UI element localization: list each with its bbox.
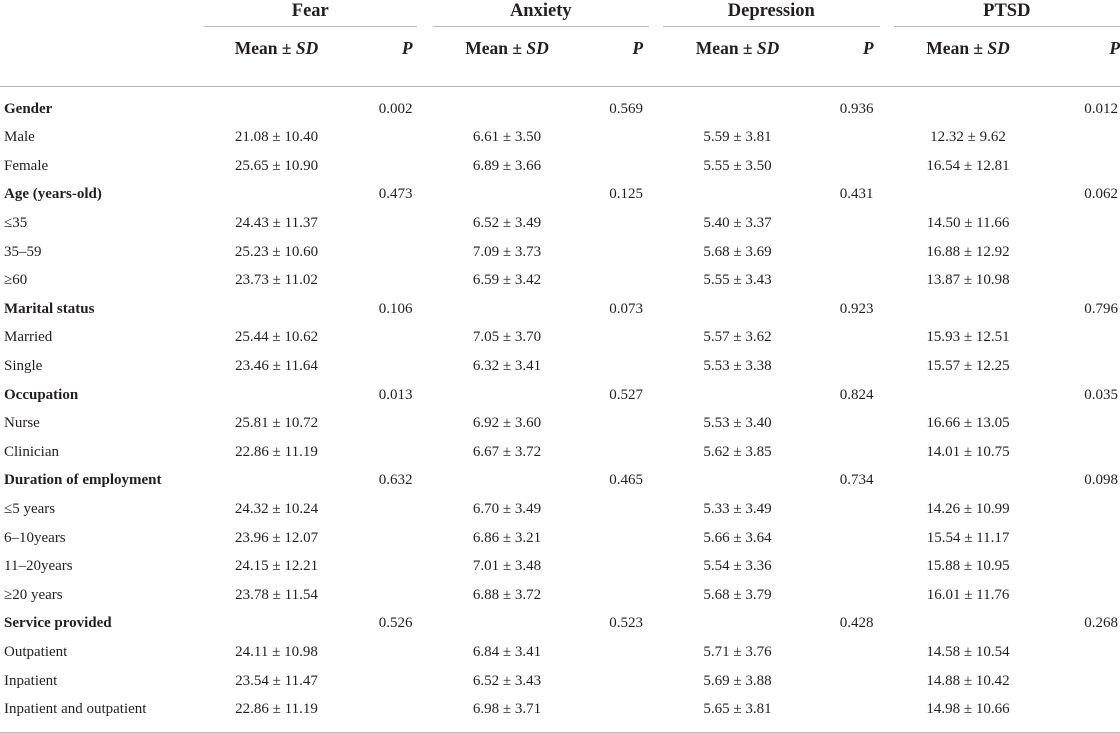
mean-sd-cell: 23.73 ± 11.02: [235, 272, 318, 289]
mean-sd-cell: 6.98 ± 3.71: [472, 701, 542, 718]
mean-sd-cell: 15.54 ± 11.17: [926, 529, 1010, 546]
mean-sd-cell: [659, 295, 816, 324]
p-value-cell: [1047, 352, 1120, 381]
mean-sd-cell: [659, 381, 816, 410]
p-value-cell: [1047, 495, 1120, 524]
table-row: [0, 667, 1120, 696]
mean-sd-cell: 5.65 ± 3.81: [703, 701, 772, 718]
table-row: [0, 152, 1120, 181]
row-label: 6–10years: [4, 529, 66, 546]
mean-sd-cell: 5.53 ± 3.38: [703, 358, 772, 375]
p-value-cell: [586, 581, 660, 610]
mean-sd-cell: [198, 87, 355, 124]
mean-sd-header: Mean ± SD: [695, 38, 780, 58]
mean-sd-cell: [429, 181, 586, 210]
mean-sd-cell: 5.62 ± 3.85: [703, 443, 772, 460]
mean-sd-cell: [198, 467, 355, 496]
p-value-cell: [816, 124, 890, 153]
p-value-cell: 0.035: [1084, 386, 1119, 403]
group-header-label: Depression: [663, 1, 880, 27]
p-value-cell: [816, 152, 890, 181]
p-header: P: [401, 38, 413, 58]
mean-sd-cell: 25.81 ± 10.72: [234, 415, 319, 432]
p-value-cell: [816, 638, 890, 667]
p-value-cell: 0.012: [1084, 100, 1119, 117]
p-value-cell: [816, 324, 890, 353]
table-row: [0, 695, 1120, 732]
group-label: Marital status: [4, 300, 95, 317]
mean-sd-cell: 21.08 ± 10.40: [234, 129, 319, 146]
mean-sd-cell: 6.61 ± 3.50: [472, 129, 542, 146]
table-row: [0, 638, 1120, 667]
table-row: [0, 324, 1120, 353]
p-value-cell: 0.734: [839, 472, 874, 489]
row-label: Married: [4, 329, 53, 346]
p-value-cell: 0.062: [1084, 186, 1119, 203]
mean-sd-cell: 14.88 ± 10.42: [926, 672, 1010, 689]
mean-sd-cell: [198, 181, 355, 210]
p-value-cell: [355, 352, 429, 381]
p-value-cell: [355, 581, 429, 610]
p-value-cell: [1047, 638, 1120, 667]
mean-sd-cell: [890, 610, 1047, 639]
p-value-cell: 0.473: [378, 186, 413, 203]
p-value-cell: 0.527: [609, 386, 644, 403]
group-label: Duration of employment: [4, 472, 162, 489]
group-header-depression: [659, 0, 890, 29]
mean-sd-cell: [659, 610, 816, 639]
p-value-cell: [816, 352, 890, 381]
p-value-cell: 0.632: [378, 472, 413, 489]
row-label: Inpatient: [4, 672, 58, 689]
p-value-cell: [355, 438, 429, 467]
p-value-cell: [1047, 695, 1120, 732]
table-row: [0, 238, 1120, 267]
p-value-cell: [1047, 409, 1120, 438]
mean-sd-cell: 14.98 ± 10.66: [926, 701, 1010, 718]
mean-sd-cell: 13.87 ± 10.98: [926, 272, 1010, 289]
p-value-cell: [586, 352, 660, 381]
column-header-row: [0, 29, 1120, 87]
p-value-cell: [586, 124, 660, 153]
mean-sd-cell: 5.66 ± 3.64: [703, 529, 772, 546]
p-value-cell: [816, 409, 890, 438]
mean-sd-cell: [429, 295, 586, 324]
mean-sd-cell: [890, 381, 1047, 410]
mean-sd-cell: 25.65 ± 10.90: [234, 157, 319, 174]
mean-sd-cell: 23.54 ± 11.47: [235, 672, 318, 689]
p-value-cell: [586, 552, 660, 581]
table-row: [0, 438, 1120, 467]
mean-sd-cell: [198, 381, 355, 410]
mean-sd-cell: 5.40 ± 3.37: [703, 215, 772, 232]
mean-sd-cell: [198, 610, 355, 639]
mean-sd-cell: [890, 467, 1047, 496]
p-value-cell: 0.526: [378, 615, 413, 632]
mean-sd-cell: [659, 467, 816, 496]
p-value-cell: [355, 409, 429, 438]
mean-sd-cell: 6.84 ± 3.41: [472, 643, 542, 660]
mean-sd-cell: 5.55 ± 3.43: [703, 272, 772, 289]
group-header-fear: [198, 0, 429, 29]
p-value-cell: [586, 266, 660, 295]
p-value-cell: [355, 152, 429, 181]
p-value-cell: [816, 695, 890, 732]
p-value-cell: [1047, 667, 1120, 696]
group-header-row: [0, 0, 1120, 29]
mean-sd-cell: 5.57 ± 3.62: [703, 329, 772, 346]
mean-sd-cell: 14.50 ± 11.66: [926, 215, 1010, 232]
p-value-cell: [355, 638, 429, 667]
mean-sd-cell: 5.69 ± 3.88: [703, 672, 772, 689]
table-row: [0, 209, 1120, 238]
p-value-cell: 0.523: [609, 615, 644, 632]
mean-sd-cell: 24.43 ± 11.37: [235, 215, 318, 232]
table-row: [0, 581, 1120, 610]
p-value-cell: [1047, 324, 1120, 353]
table-row: [0, 495, 1120, 524]
p-value-cell: 0.824: [839, 386, 874, 403]
row-label: Inpatient and outpatient: [4, 701, 147, 718]
p-value-cell: 0.428: [839, 615, 874, 632]
p-value-cell: [1047, 266, 1120, 295]
p-value-cell: [355, 695, 429, 732]
mean-sd-cell: 15.57 ± 12.25: [926, 358, 1010, 375]
mean-sd-cell: 5.59 ± 3.81: [703, 129, 772, 146]
mean-sd-cell: 16.01 ± 11.76: [926, 586, 1010, 603]
p-value-cell: 0.125: [609, 186, 644, 203]
table-group-row: [0, 610, 1120, 639]
p-header: P: [1109, 38, 1120, 58]
group-header-label: PTSD: [894, 1, 1120, 27]
mean-sd-cell: 25.44 ± 10.62: [234, 329, 319, 346]
p-value-cell: [816, 209, 890, 238]
row-label: Female: [4, 157, 49, 174]
group-header-label: Anxiety: [433, 1, 650, 27]
mean-sd-header: Mean ± SD: [465, 38, 549, 58]
mean-sd-header: Mean ± SD: [926, 38, 1010, 58]
p-value-cell: [355, 495, 429, 524]
mean-sd-cell: [429, 610, 586, 639]
mean-sd-cell: 22.86 ± 11.19: [235, 701, 318, 718]
p-value-cell: [355, 324, 429, 353]
p-value-cell: [355, 667, 429, 696]
mean-sd-cell: 16.54 ± 12.81: [926, 157, 1010, 174]
table-group-row: [0, 295, 1120, 324]
p-value-cell: [816, 238, 890, 267]
mean-sd-cell: 14.58 ± 10.54: [926, 643, 1010, 660]
group-header-label: Fear: [204, 1, 417, 27]
row-label: Male: [4, 129, 35, 146]
p-value-cell: [586, 238, 660, 267]
mean-sd-cell: 23.78 ± 11.54: [235, 586, 318, 603]
mean-sd-cell: 12.32 ± 9.62: [930, 129, 1006, 146]
mean-sd-cell: 5.68 ± 3.69: [703, 243, 772, 260]
p-value-cell: [816, 524, 890, 553]
mean-sd-cell: 5.55 ± 3.50: [703, 157, 772, 174]
mean-sd-cell: 23.46 ± 11.64: [235, 358, 318, 375]
p-value-cell: [1047, 552, 1120, 581]
group-label: Service provided: [4, 615, 112, 632]
p-value-cell: [816, 266, 890, 295]
mean-sd-cell: 6.67 ± 3.72: [472, 443, 542, 460]
mean-sd-cell: [429, 381, 586, 410]
p-value-cell: 0.073: [609, 300, 644, 317]
mean-sd-cell: 14.01 ± 10.75: [926, 443, 1010, 460]
group-label: Gender: [4, 100, 53, 117]
mean-sd-cell: 6.88 ± 3.72: [472, 586, 542, 603]
p-value-cell: [586, 524, 660, 553]
mean-sd-cell: 5.53 ± 3.40: [703, 415, 772, 432]
p-value-cell: 0.569: [609, 100, 644, 117]
mean-sd-cell: 6.59 ± 3.42: [472, 272, 542, 289]
p-value-cell: [816, 552, 890, 581]
table-group-row: [0, 87, 1120, 124]
p-value-cell: [1047, 209, 1120, 238]
mean-sd-cell: [890, 87, 1047, 124]
p-value-cell: [1047, 438, 1120, 467]
p-value-cell: [355, 524, 429, 553]
mean-sd-cell: [890, 295, 1047, 324]
mean-sd-cell: 16.88 ± 12.92: [926, 243, 1010, 260]
p-value-cell: [1047, 238, 1120, 267]
row-label: ≤35: [4, 215, 28, 232]
mean-sd-cell: 6.32 ± 3.41: [472, 358, 542, 375]
mean-sd-header: Mean ± SD: [234, 38, 319, 58]
row-label: ≥20 years: [4, 586, 63, 603]
p-value-cell: [586, 324, 660, 353]
mean-sd-cell: 24.11 ± 10.98: [235, 643, 318, 660]
row-label: 11–20years: [4, 558, 73, 575]
mean-sd-cell: 5.71 ± 3.76: [703, 643, 772, 660]
mean-sd-cell: [198, 295, 355, 324]
row-label: Clinician: [4, 443, 59, 460]
p-value-cell: [586, 695, 660, 732]
p-value-cell: 0.098: [1084, 472, 1119, 489]
mean-sd-cell: 25.23 ± 10.60: [234, 243, 319, 260]
table-row: [0, 124, 1120, 153]
table-row: [0, 352, 1120, 381]
table-group-row: [0, 181, 1120, 210]
mean-sd-cell: 6.52 ± 3.49: [472, 215, 542, 232]
row-label: Single: [4, 358, 43, 375]
p-value-cell: [1047, 152, 1120, 181]
mean-sd-cell: 24.32 ± 10.24: [234, 501, 319, 518]
mean-sd-cell: 7.09 ± 3.73: [472, 243, 542, 260]
mean-sd-cell: 24.15 ± 12.21: [234, 558, 319, 575]
p-value-cell: 0.936: [839, 100, 874, 117]
group-header-anxiety: [429, 0, 660, 29]
p-value-cell: [816, 495, 890, 524]
p-value-cell: [1047, 524, 1120, 553]
mean-sd-cell: 6.86 ± 3.21: [472, 529, 542, 546]
group-label: Age (years-old): [4, 186, 102, 203]
table-row: [0, 409, 1120, 438]
p-value-cell: [355, 209, 429, 238]
mean-sd-cell: 16.66 ± 13.05: [926, 415, 1010, 432]
mean-sd-cell: [659, 181, 816, 210]
p-value-cell: [816, 438, 890, 467]
mean-sd-cell: [890, 181, 1047, 210]
p-header: P: [862, 38, 874, 58]
mean-sd-cell: 6.52 ± 3.43: [472, 672, 542, 689]
p-value-cell: [586, 152, 660, 181]
p-value-cell: [355, 266, 429, 295]
mean-sd-cell: 23.96 ± 12.07: [234, 529, 319, 546]
p-value-cell: 0.431: [839, 186, 874, 203]
row-label: Outpatient: [4, 643, 68, 660]
corner-cell: [0, 0, 198, 29]
p-value-cell: [586, 495, 660, 524]
row-label: ≥60: [4, 272, 28, 289]
p-value-cell: 0.106: [378, 300, 413, 317]
row-label: Nurse: [4, 415, 40, 432]
mean-sd-cell: 5.68 ± 3.79: [703, 586, 772, 603]
group-header-ptsd: [890, 0, 1120, 29]
p-value-cell: 0.268: [1084, 615, 1119, 632]
mean-sd-cell: 14.26 ± 10.99: [926, 501, 1010, 518]
p-value-cell: 0.465: [609, 472, 644, 489]
mean-sd-cell: 22.86 ± 11.19: [235, 443, 318, 460]
p-value-cell: [586, 667, 660, 696]
p-header: P: [632, 38, 644, 58]
p-value-cell: 0.796: [1084, 300, 1119, 317]
mean-sd-cell: 15.93 ± 12.51: [926, 329, 1010, 346]
p-value-cell: [586, 438, 660, 467]
p-value-cell: [586, 638, 660, 667]
p-value-cell: [355, 124, 429, 153]
row-label: ≤5 years: [4, 501, 56, 518]
mean-sd-cell: [429, 87, 586, 124]
table-row: [0, 266, 1120, 295]
table-row: [0, 552, 1120, 581]
p-value-cell: 0.002: [378, 100, 413, 117]
p-value-cell: [816, 667, 890, 696]
p-value-cell: [1047, 124, 1120, 153]
p-value-cell: [355, 238, 429, 267]
mean-sd-cell: 5.54 ± 3.36: [703, 558, 772, 575]
group-label: Occupation: [4, 386, 79, 403]
mean-sd-cell: 7.05 ± 3.70: [472, 329, 542, 346]
table-row: [0, 524, 1120, 553]
mean-sd-cell: 5.33 ± 3.49: [703, 501, 772, 518]
table-group-row: [0, 381, 1120, 410]
mean-sd-cell: 7.01 ± 3.48: [472, 558, 542, 575]
p-value-cell: 0.923: [839, 300, 874, 317]
p-value-cell: [355, 552, 429, 581]
corner-cell: [0, 29, 198, 87]
p-value-cell: [586, 409, 660, 438]
p-value-cell: [1047, 581, 1120, 610]
mean-sd-cell: 6.70 ± 3.49: [472, 501, 542, 518]
mean-sd-cell: [429, 467, 586, 496]
mean-sd-cell: 6.89 ± 3.66: [472, 157, 542, 174]
mean-sd-cell: [659, 87, 816, 124]
row-label: 35–59: [4, 243, 42, 260]
table-group-row: [0, 467, 1120, 496]
mean-sd-cell: 6.92 ± 3.60: [472, 415, 542, 432]
p-value-cell: 0.013: [378, 386, 413, 403]
p-value-cell: [586, 209, 660, 238]
p-value-cell: [816, 581, 890, 610]
mean-sd-cell: 15.88 ± 10.95: [926, 558, 1010, 575]
